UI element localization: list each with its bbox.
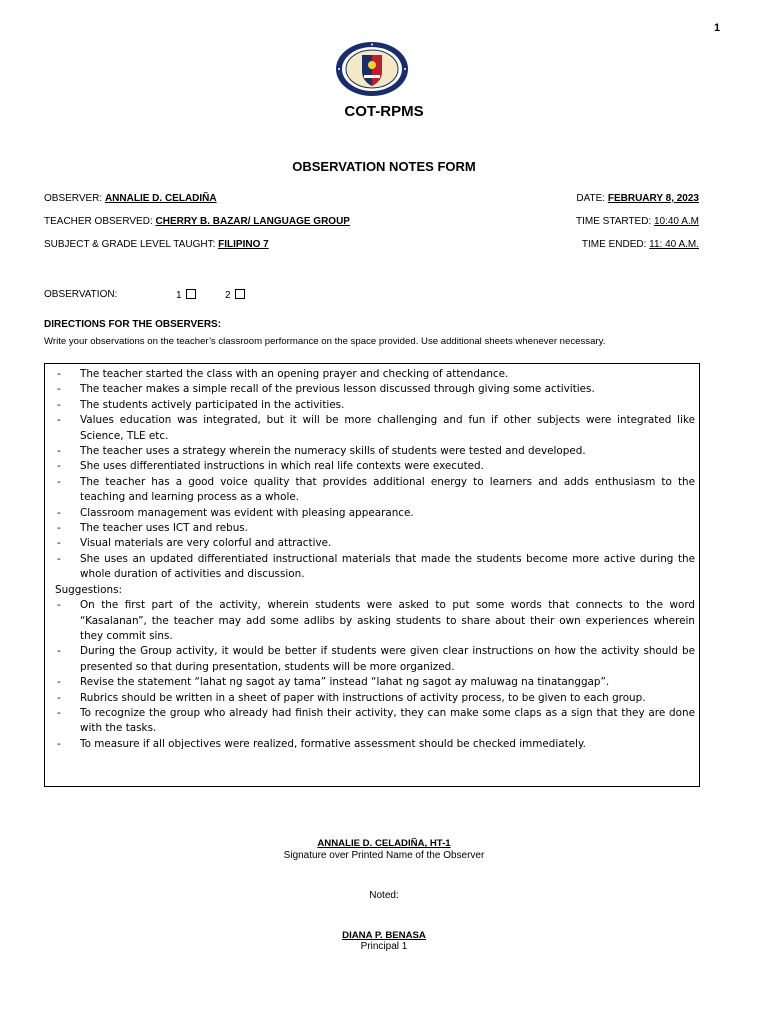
option-2-label: 2 — [225, 290, 231, 301]
principal-name: DIANA P. BENASA — [342, 930, 426, 941]
observation-item: - She uses differentiated instructions in which real life contexts were executed. — [55, 459, 695, 474]
observer-signature-name: ANNALIE D. CELADIÑA, HT-1 — [317, 838, 451, 849]
observer-field — [44, 193, 217, 204]
subject-label: SUBJECT & GRADE LEVEL TAUGHT: — [44, 239, 219, 250]
time-ended-value: 11: 40 A.M. — [649, 239, 699, 250]
deped-seal-logo — [334, 41, 410, 97]
observation-item: - The teacher uses a strategy wherein the numeracy skills of students were tested and developed. — [55, 444, 695, 459]
observation-notes-box — [44, 363, 700, 787]
suggestion-item: - To recognize the group who already had finish their activity, they can make some claps as a sign that they are done with the tasks. — [55, 706, 695, 737]
observation-item: - Values education was integrated, but it will be more challenging and fun if other subjects were integrated like Science, TLE etc. — [55, 413, 695, 444]
directions-heading: DIRECTIONS FOR THE OBSERVERS: — [44, 319, 222, 330]
directions-text: Write your observations on the teacher’s classroom performance on the space provided. Use additional sheets whenever necessary. — [44, 336, 606, 347]
suggestions-heading: Suggestions: — [55, 583, 122, 596]
subject-field — [44, 239, 269, 250]
observer-label: OBSERVER: — [44, 193, 105, 204]
observation-label: OBSERVATION: — [44, 289, 118, 300]
observation-item: - The students actively participated in the activities. — [55, 398, 695, 413]
teacher-label: TEACHER OBSERVED: — [44, 216, 156, 227]
observation-option-2[interactable] — [225, 289, 245, 301]
suggestion-item: - To measure if all objectives were realized, formative assessment should be checked immediately. — [55, 737, 695, 752]
form-title: OBSERVATION NOTES FORM — [292, 159, 476, 174]
observation-item: - She uses an updated differentiated instructional materials that made the students become more active during the whole duration of activities and discussion. — [55, 552, 695, 583]
date-value: FEBRUARY 8, 2023 — [607, 193, 699, 204]
page-title: COT-RPMS — [344, 103, 424, 120]
teacher-value: CHERRY B. BAZAR/ LANGUAGE GROUP — [155, 216, 350, 227]
option-1-label: 1 — [176, 290, 182, 301]
time-ended-label: TIME ENDED: — [581, 239, 650, 250]
observation-option-1[interactable] — [176, 289, 196, 301]
suggestion-item: - Rubrics should be written in a sheet of paper with instructions of activity process, to be given to each group. — [55, 691, 695, 706]
date-field — [576, 193, 699, 204]
observer-value: ANNALIE D. CELADIÑA — [104, 193, 217, 204]
observation-item: - Classroom management was evident with pleasing appearance. — [55, 506, 695, 521]
principal-title: Principal 1 — [360, 941, 408, 952]
teacher-field — [44, 216, 350, 227]
subject-value: FILIPINO 7 — [218, 239, 269, 250]
observation-notes-list — [55, 367, 695, 752]
option-1-checkbox[interactable] — [186, 289, 196, 299]
noted-label: Noted: — [369, 890, 399, 901]
time-started-value: 10:40 A.M — [653, 216, 699, 227]
suggestion-item: - Revise the statement “lahat ng sagot ay tama” instead “lahat ng sagot ay maluwag na tinatanggap”. — [55, 675, 695, 690]
observation-item: - The teacher started the class with an opening prayer and checking of attendance. — [55, 367, 695, 382]
date-label: DATE: — [576, 193, 608, 204]
suggestion-item: - During the Group activity, it would be better if students were given clear instructions on how the activity should be presented so that during presentation, students will be more organized. — [55, 644, 695, 675]
observation-item: - The teacher makes a simple recall of the previous lesson discussed through giving some activities. — [55, 382, 695, 397]
observation-item: - The teacher uses ICT and rebus. — [55, 521, 695, 536]
time-started-field — [576, 216, 699, 227]
page-number: 1 — [714, 22, 721, 34]
option-2-checkbox[interactable] — [235, 289, 245, 299]
observation-item: - Visual materials are very colorful and attractive. — [55, 536, 695, 551]
suggestion-item: - On the first part of the activity, wherein students were asked to put some words that connects to the word “Kasalanan”, the teacher may add some adlibs by asking students to share about their own experiences wherein they commit sins. — [55, 598, 695, 644]
time-started-label: TIME STARTED: — [576, 216, 654, 227]
time-ended-field — [582, 239, 699, 250]
observer-signature-caption: Signature over Printed Name of the Observer — [283, 850, 485, 861]
observation-item: - The teacher has a good voice quality that provides additional energy to learners and adds enthusiasm to the teaching and learning process as a whole. — [55, 475, 695, 506]
